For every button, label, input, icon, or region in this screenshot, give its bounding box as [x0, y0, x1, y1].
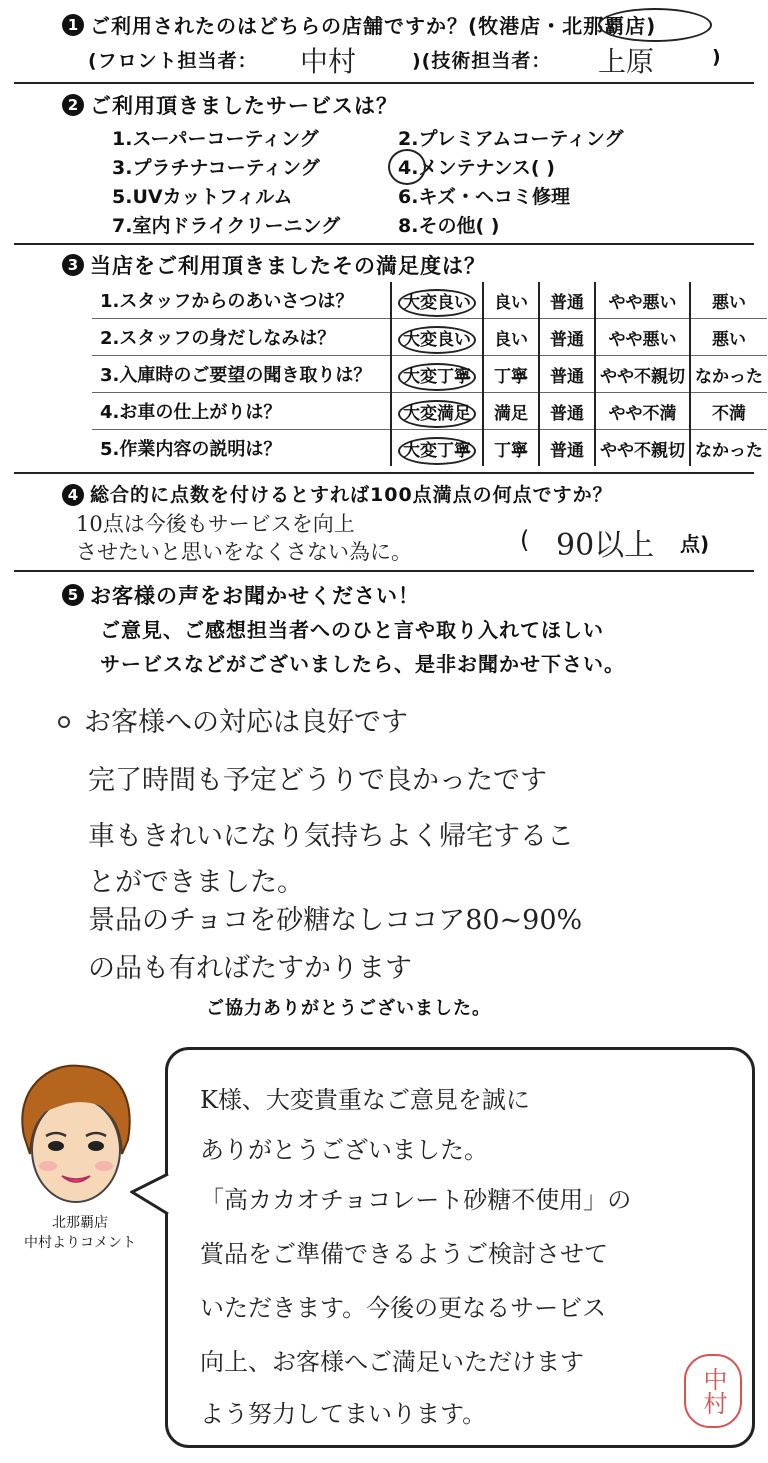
- satisfaction-option: 悪い: [690, 282, 767, 319]
- staff-avatar: [10, 1058, 142, 1208]
- bubble-tail: [130, 1170, 170, 1220]
- front-staff-name: 中村: [300, 45, 357, 78]
- satisfaction-option: 普通: [539, 430, 595, 467]
- satisfaction-option: 普通: [539, 393, 595, 430]
- satisfaction-option: やや悪い: [595, 319, 690, 356]
- satisfaction-option: なかった: [690, 430, 767, 467]
- satisfaction-question: 5.作業内容の説明は？: [92, 430, 391, 467]
- satisfaction-option: 良い: [483, 282, 539, 319]
- staff-reply-line: ありがとうございました。: [200, 1136, 488, 1164]
- satisfaction-question: 1.スタッフからのあいさつは？: [100, 291, 354, 312]
- satisfaction-option: 普通: [539, 282, 595, 319]
- service-item: 4.メンテナンス( ): [398, 157, 555, 179]
- satisfaction-row: [92, 430, 767, 467]
- question-5-subtext: サービスなどがございましたら、是非お聞かせ下さい。: [100, 652, 625, 676]
- thanks-message: ご協力ありがとうございました。: [206, 998, 491, 1019]
- customer-comment-line: お客様への対応は良好です: [84, 707, 408, 738]
- service-item: 8.その他( ): [398, 215, 500, 237]
- divider: [14, 570, 754, 572]
- customer-comment-line: 景品のチョコを砂糖なしココア80~90%: [88, 905, 583, 936]
- service-item: 5.UVカットフィルム: [112, 186, 293, 208]
- service-item: 3.プラチナコーティング: [112, 157, 320, 179]
- customer-comment-line: の品も有ればたすかります: [88, 953, 412, 984]
- customer-comment-line: 車もきれいになり気持ちよく帰宅するこ: [88, 821, 574, 852]
- satisfaction-option: やや不親切: [595, 430, 690, 467]
- satisfaction-option: やや不満: [595, 393, 690, 430]
- satisfaction-option: 丁寧: [483, 430, 539, 467]
- customer-comment-line: 完了時間も予定どうりで良かったです: [88, 765, 547, 796]
- satisfaction-question: 4.お車の仕上がりは？: [92, 393, 391, 430]
- question-2-text: ご利用頂きましたサービスは？: [90, 94, 398, 118]
- bullet: [58, 716, 70, 728]
- divider: [14, 472, 754, 474]
- tech-staff-name: 上原: [598, 45, 655, 78]
- staff-reply-line: 「高カカオチョコレート砂糖不使用」の: [200, 1186, 632, 1214]
- satisfaction-table: [92, 282, 767, 466]
- satisfaction-option: 良い: [483, 319, 539, 356]
- satisfaction-option: 悪い: [690, 319, 767, 356]
- tech-staff-label: )(技術担当者：: [412, 50, 552, 72]
- score-value: 90以上: [556, 528, 655, 563]
- service-item: 2.プレミアムコーティング: [398, 128, 624, 150]
- divider: [14, 243, 754, 245]
- satisfaction-option: 不満: [690, 393, 767, 430]
- satisfaction-option: やや不親切: [595, 356, 690, 393]
- staff-reply-line: 向上、お客様へご満足いただけます: [200, 1348, 584, 1376]
- staff-reply-line: よう努力してまいります。: [200, 1400, 487, 1428]
- satisfaction-option: 丁寧: [483, 356, 539, 393]
- satisfaction-row: [92, 319, 767, 356]
- question-3-text: 当店をご利用頂きましたその満足度は？: [90, 254, 486, 278]
- staff-caption-comment: 中村よりコメント: [24, 1235, 136, 1251]
- satisfaction-option-selected: 大変丁寧: [391, 430, 483, 467]
- satisfaction-option: 普通: [539, 319, 595, 356]
- service-item: 1.スーパーコーティング: [112, 128, 319, 150]
- staff-reply-line: 賞品をご準備できるようご検討させて: [200, 1240, 608, 1268]
- question-1-text: ご利用されたのはどちらの店舗ですか？(牧港店・北那覇店): [90, 14, 657, 38]
- satisfaction-question: 2.スタッフの身だしなみは？: [92, 319, 391, 356]
- question-5-subtext: ご意見、ご感想担当者へのひと言や取り入れてほしい: [100, 618, 604, 642]
- staff-reply-line: いただきます。今後の更なるサービス: [200, 1294, 607, 1322]
- satisfaction-option-selected: 大変良い: [391, 282, 483, 319]
- satisfaction-question: 3.入庫時のご要望の聞き取りは？: [92, 356, 391, 393]
- question-2-number: 2: [62, 94, 84, 116]
- satisfaction-option: 普通: [539, 356, 595, 393]
- question-3-number: 3: [62, 254, 84, 276]
- selected-store-circle: [598, 8, 712, 42]
- customer-comment-line: とができました。: [88, 867, 304, 898]
- satisfaction-option: 満足: [483, 393, 539, 430]
- question-4-number: 4: [62, 484, 84, 506]
- score-suffix: 点): [680, 532, 710, 556]
- satisfaction-row: [92, 282, 767, 319]
- front-staff-label: (フロント担当者：: [88, 50, 258, 72]
- service-item: 7.室内ドライクリーニング: [112, 215, 341, 237]
- satisfaction-option: なかった: [690, 356, 767, 393]
- satisfaction-option-selected: 大変良い: [391, 319, 483, 356]
- stamp-text: 中村: [699, 1367, 727, 1415]
- divider: [14, 82, 754, 84]
- selected-service-circle: [388, 149, 426, 185]
- service-item: 6.キズ・ヘコミ修理: [398, 186, 571, 208]
- name-stamp: [684, 1354, 742, 1428]
- question-5-text: お客様の声をお聞かせください！: [90, 584, 420, 608]
- satisfaction-option-selected: 大変満足: [391, 393, 483, 430]
- satisfaction-row: [92, 356, 767, 393]
- tech-staff-end: ): [712, 46, 722, 68]
- q4-handwritten-note: させたいと思いをなくさない為に。: [76, 540, 412, 564]
- question-1-number: 1: [62, 14, 84, 36]
- q4-handwritten-note: 10点は今後もサービスを向上: [76, 512, 355, 536]
- satisfaction-row: [92, 393, 767, 430]
- satisfaction-option: やや悪い: [595, 282, 690, 319]
- staff-reply-line: K様、大変貴重なご意見を誠に: [200, 1086, 530, 1114]
- staff-caption-store: 北那覇店: [52, 1215, 108, 1231]
- score-open-paren: (: [520, 526, 530, 554]
- satisfaction-option-selected: 大変丁寧: [391, 356, 483, 393]
- question-5-number: 5: [62, 584, 84, 606]
- question-4-text: 総合的に点数を付けるとすれば100点満点の何点ですか？: [90, 484, 613, 506]
